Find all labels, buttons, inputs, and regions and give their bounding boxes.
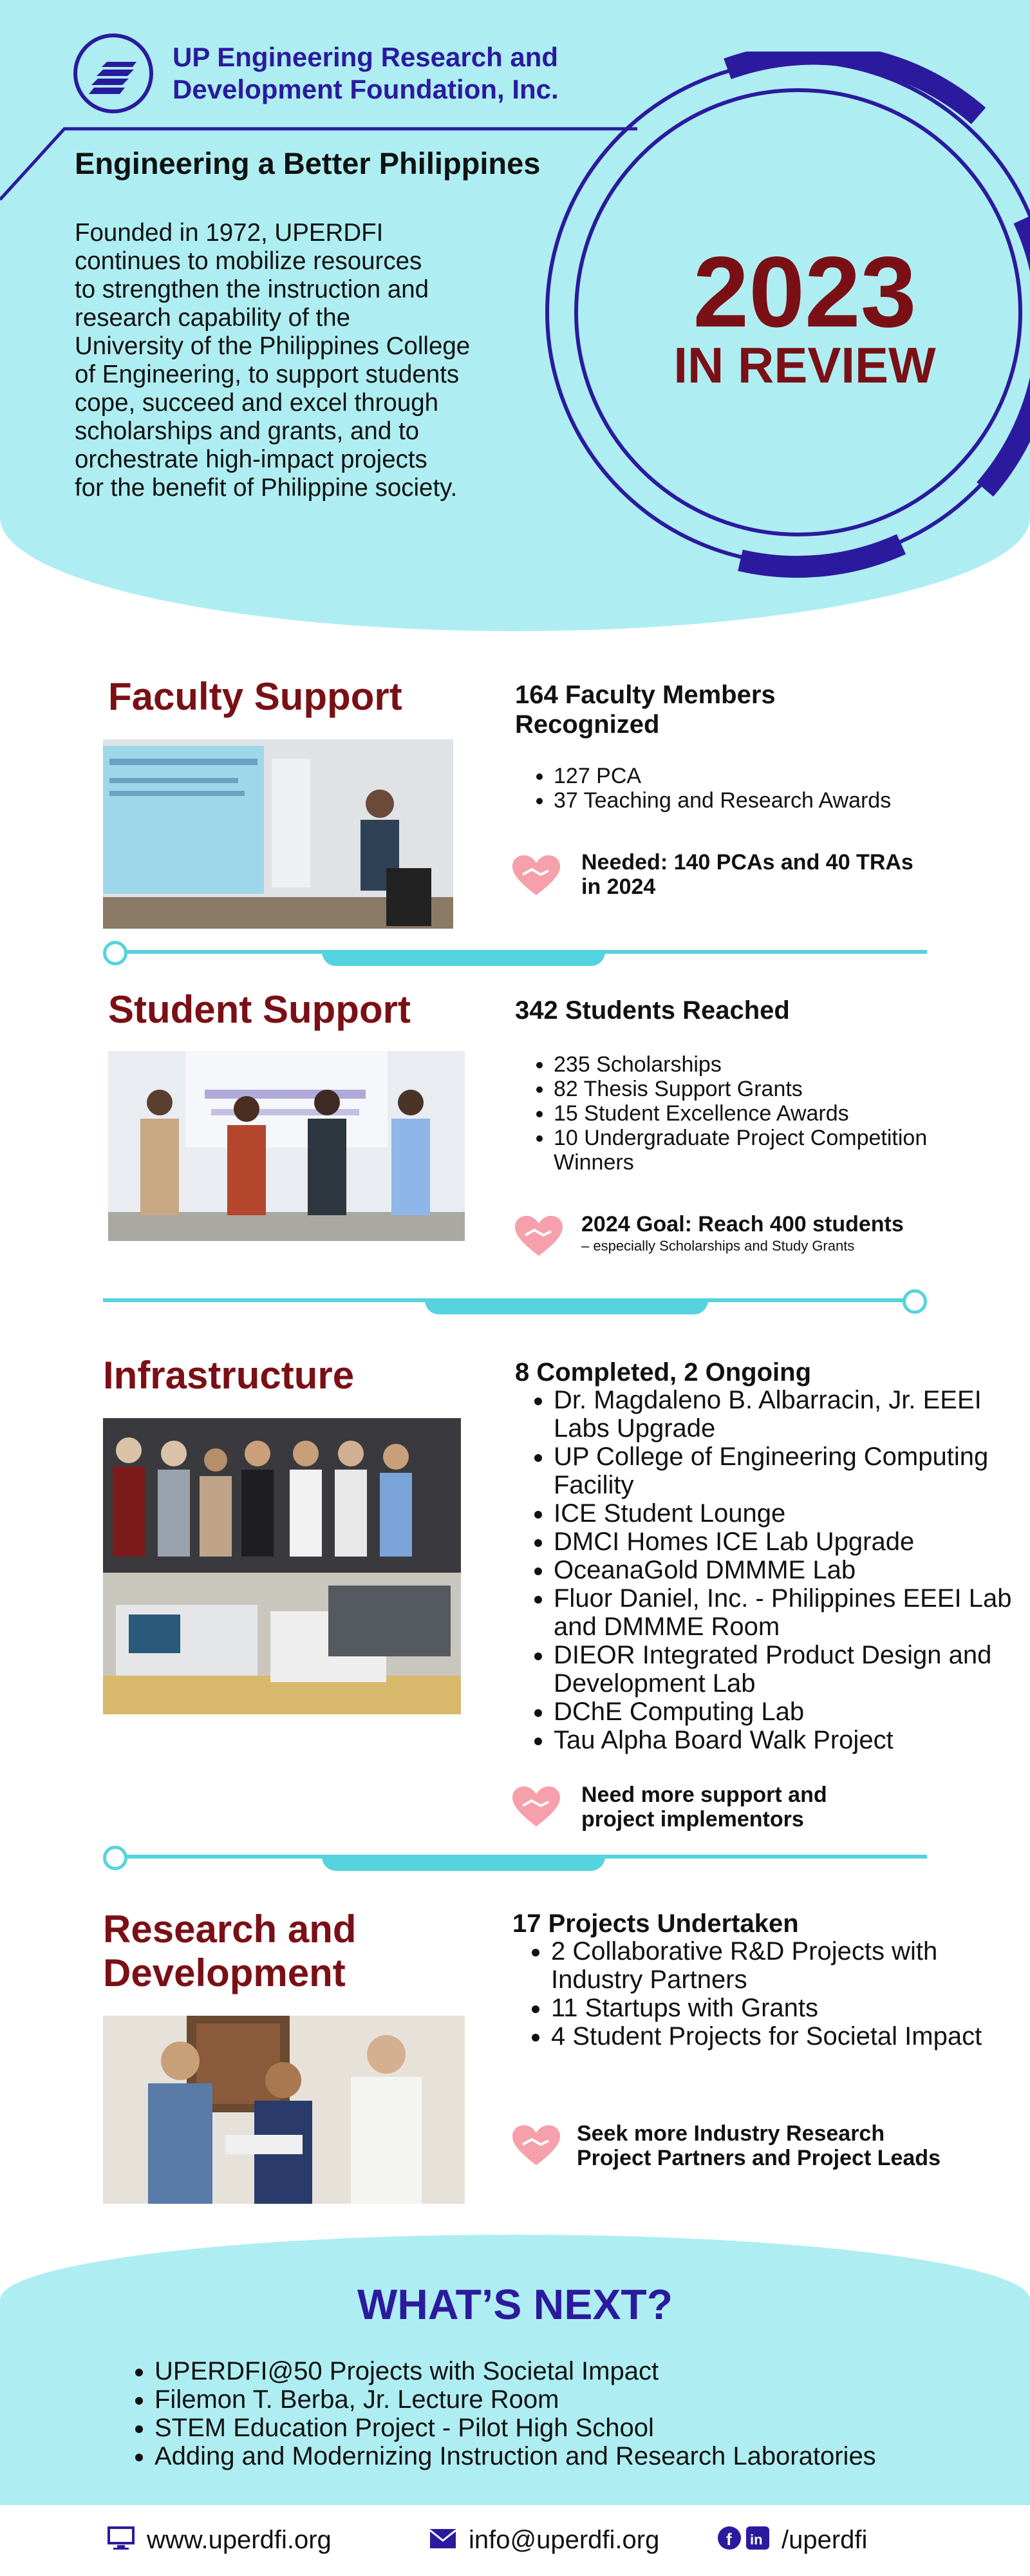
handshake-heart-icon (515, 1216, 563, 1258)
whats-next-list (116, 2357, 991, 2470)
intro-line: Founded in 1972, UPERDFI (75, 219, 384, 247)
intro-line: continues to mobilize resources (75, 247, 422, 275)
intro-line: research capability of the (75, 304, 351, 332)
org-name-line1: UP Engineering Research and (173, 42, 559, 72)
infrastructure-need-line2: project implementors (581, 1807, 804, 1832)
research-title (103, 1908, 357, 1995)
student-photo-illustration (108, 1051, 465, 1241)
foundation-logo (73, 33, 153, 113)
list-item: • Fluor Daniel, Inc. - Philippines EEEI Lab and DMMME Room (554, 1584, 1017, 1641)
student-bullet-list (515, 1052, 966, 1175)
website-link[interactable]: www.uperdfi.org (147, 2526, 332, 2554)
divider-dot (903, 1289, 927, 1314)
list-item: • 127 PCA (554, 764, 1004, 788)
student-goal-sub: – especially Scholarships and Study Grants (581, 1238, 855, 1254)
faculty-photo (103, 739, 453, 929)
student-goal: 2024 Goal: Reach 400 students (581, 1212, 904, 1236)
stairs-logo-icon (77, 37, 149, 109)
list-item: • UPERDFI@50 Projects with Societal Impact (154, 2357, 991, 2385)
intro-paragraph (75, 219, 525, 502)
research-need (577, 2121, 1015, 2170)
organization-name (173, 41, 585, 106)
infrastructure-stat: 8 Completed, 2 Ongoing (515, 1358, 812, 1387)
research-stat: 17 Projects Undertaken (512, 1909, 799, 1938)
list-item: • DMCI Homes ICE Lab Upgrade (554, 1528, 1017, 1556)
research-need-line2: Project Partners and Project Leads (577, 2146, 941, 2170)
student-stat: 342 Students Reached (515, 996, 790, 1025)
whats-next-title: WHAT’S NEXT? (357, 2280, 673, 2328)
list-item: • DChE Computing Lab (554, 1698, 1017, 1726)
intro-line: scholarships and grants, and to (75, 417, 420, 445)
faculty-stat (515, 680, 776, 739)
handshake-heart-icon (512, 855, 560, 898)
research-bullet-list (512, 1937, 1015, 2050)
envelope-icon (429, 2526, 457, 2557)
list-item: • 82 Thesis Support Grants (554, 1077, 966, 1101)
footer-email[interactable] (429, 2524, 659, 2557)
infrastructure-bullet-list (515, 1386, 1017, 1754)
list-item: • ICE Student Lounge (554, 1499, 1017, 1528)
divider-tab (322, 1857, 605, 1871)
divider-dot (103, 941, 127, 965)
infrastructure-photo (103, 1418, 461, 1714)
faculty-bullet-list (515, 764, 1004, 813)
faculty-photo-illustration (103, 739, 453, 929)
in-review-title: IN REVIEW (673, 337, 936, 393)
research-title-line2: Development (103, 1951, 346, 1994)
research-photo-illustration (103, 2016, 465, 2204)
intro-line: University of the Philippines College (75, 332, 471, 360)
list-item: • Dr. Magdaleno B. Albarracin, Jr. EEEI Labs Upgrade (554, 1386, 1017, 1443)
faculty-need-line2: in 2024 (581, 875, 656, 899)
footer-social[interactable] (717, 2524, 867, 2557)
infrastructure-title: Infrastructure (103, 1354, 355, 1397)
infrastructure-photo-illustration (103, 1418, 461, 1714)
list-item: • UP College of Engineering Computing Facility (554, 1443, 1017, 1499)
list-item: • 15 Student Excellence Awards (554, 1101, 966, 1126)
list-item: • Filemon T. Berba, Jr. Lecture Room (154, 2385, 991, 2414)
student-photo (108, 1051, 465, 1241)
divider-tab (425, 1300, 708, 1314)
infrastructure-need (581, 1783, 993, 1832)
intro-line: cope, succeed and excel through (75, 389, 439, 417)
handshake-heart-icon (512, 1786, 560, 1829)
email-link[interactable]: info@uperdfi.org (469, 2526, 660, 2554)
svg-text:f: f (726, 2529, 732, 2549)
footer-website[interactable] (107, 2524, 332, 2557)
list-item: • OceanaGold DMMME Lab (554, 1556, 1017, 1584)
list-item: • 11 Startups with Grants (551, 1994, 1015, 2022)
faculty-need (581, 850, 993, 899)
year-title: 2023 (693, 236, 917, 348)
research-need-line1: Seek more Industry Research (577, 2121, 885, 2146)
list-item: • Tau Alpha Board Walk Project (554, 1726, 1017, 1754)
tagline: Engineering a Better Philippines (75, 146, 541, 180)
facebook-icon[interactable] (717, 2526, 742, 2557)
intro-line: orchestrate high-impact projects (75, 446, 427, 473)
list-item: • STEM Education Project - Pilot High School (154, 2414, 991, 2442)
intro-line: of Engineering, to support students (75, 361, 460, 388)
intro-line: for the benefit of Philippine society. (75, 474, 458, 502)
faculty-stat-line1: 164 Faculty Members (515, 681, 776, 709)
list-item: • 37 Teaching and Research Awards (554, 788, 1004, 813)
faculty-support-title: Faculty Support (108, 675, 402, 718)
list-item: • 235 Scholarships (554, 1052, 966, 1077)
linkedin-icon[interactable] (745, 2526, 770, 2557)
research-photo (103, 2016, 465, 2204)
social-handle[interactable]: /uperdfi (782, 2526, 868, 2554)
list-item: • 10 Undergraduate Project Competition Winners (554, 1126, 966, 1175)
infrastructure-need-line1: Need more support and (581, 1783, 827, 1807)
list-item: • DIEOR Integrated Product Design and Development Lab (554, 1641, 1017, 1698)
org-name-line2: Development Foundation, Inc. (173, 74, 559, 104)
research-title-line1: Research and (103, 1908, 357, 1951)
svg-text:in: in (750, 2531, 763, 2548)
list-item: • 4 Student Projects for Societal Impact (551, 2022, 1015, 2050)
faculty-need-line1: Needed: 140 PCAs and 40 TRAs (581, 850, 913, 875)
divider-tab (322, 952, 605, 966)
student-support-title: Student Support (108, 988, 411, 1031)
list-item: • Adding and Modernizing Instruction and Research Laboratories (154, 2442, 991, 2470)
divider-dot (103, 1846, 127, 1870)
faculty-stat-line2: Recognized (515, 710, 660, 739)
intro-line: to strengthen the instruction and (75, 276, 429, 303)
handshake-heart-icon (512, 2125, 560, 2168)
list-item: • 2 Collaborative R&D Projects with Industry Partners (551, 1937, 1015, 1994)
monitor-icon (107, 2526, 135, 2557)
